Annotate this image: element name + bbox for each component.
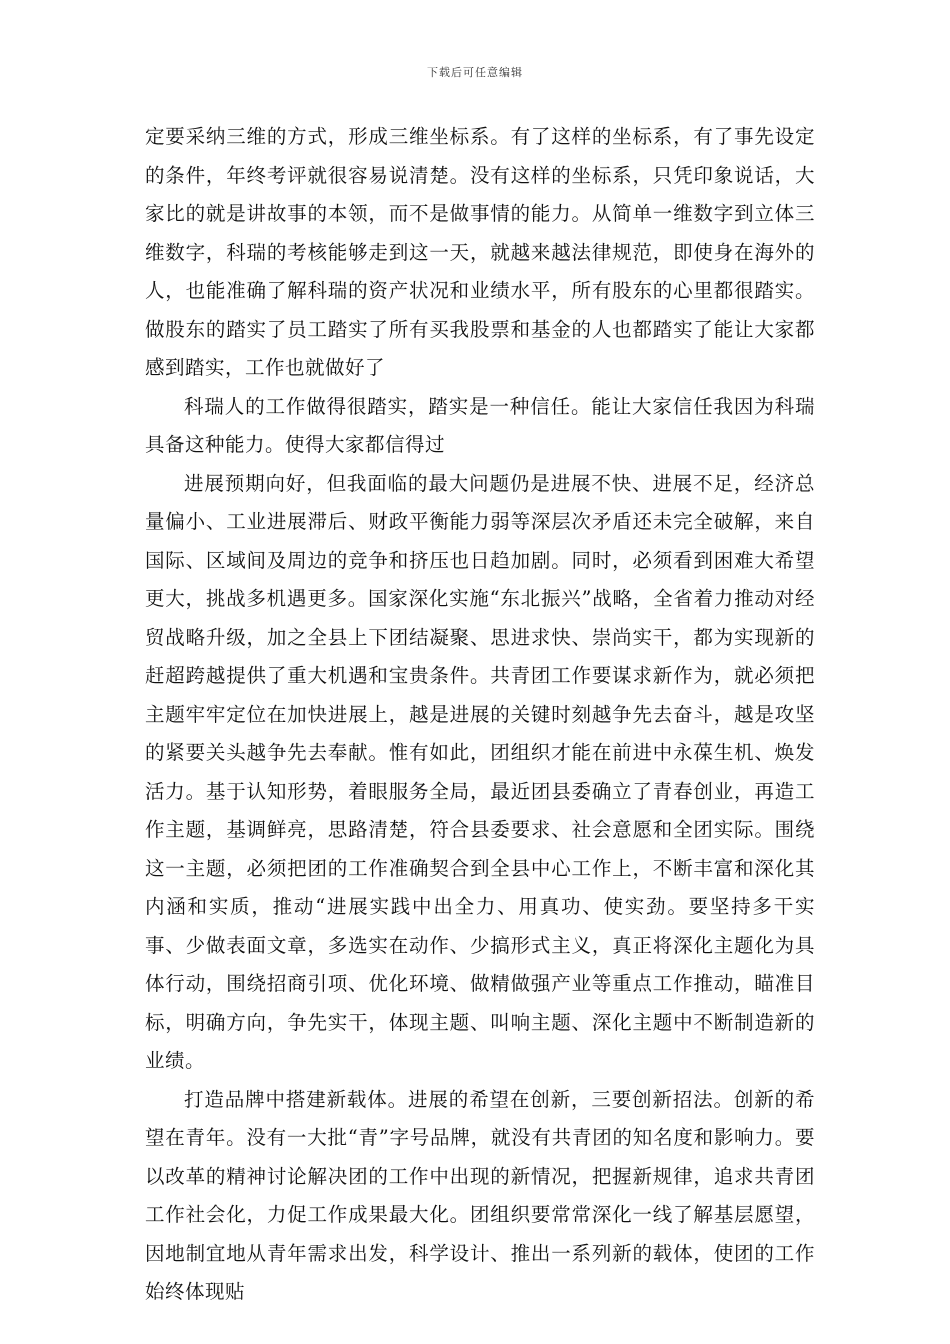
page-header-note: 下载后可任意编辑 — [427, 66, 523, 79]
paragraph-continuation: 定要采纳三维的方式，形成三维坐标系。有了这样的坐标系，有了事先设定的条件，年终考评就很容易说清楚。没有这样的坐标系，只凭印象说话，大家比的就是讲故事的本领，而不是做事情的能力。从简单一维数字到立体三维数字，科瑞的考核能够走到这一天，就越来越法律规范，即使身在海外的人，也能准确了解科瑞的资产状况和业绩水平，所有股东的心里都很踏实。做股东的踏实了员工踏实了所有买我股票和基金的人也都踏实了能让大家都感到踏实，工作也就做好了 — [145, 125, 815, 379]
paragraph: 进展预期向好，但我面临的最大问题仍是进展不快、进展不足，经济总量偏小、工业进展滞后、财政平衡能力弱等深层次矛盾还未完全破解，来自国际、区域间及周边的竞争和挤压也日趋加剧。同时，必须看到困难大希望更大，挑战多机遇更多。国家深化实施“东北振兴”战略，全省着力推动对经贸战略升级，加之全县上下团结凝聚、思进求快、崇尚实干，都为实现新的赶超跨越提供了重大机遇和宝贵条件。共青团工作要谋求新作为，就必须把主题牢牢定位在加快进展上，越是进展的关键时刻越争先去奋斗，越是攻坚的紧要关头越争先去奉献。惟有如此，团组织才能在前进中永葆生机、焕发活力。基于认知形势，着眼服务全局，最近团县委确立了青春创业，再造工作主题，基调鲜亮，思路清楚，符合县委要求、社会意愿和全团实际。围绕这一主题，必须把团的工作准确契合到全县中心工作上，不断丰富和深化其内涵和实质，推动“进展实践中出全力、用真功、使实劲。要坚持多干实事、少做表面文章，多选实在动作、少搞形式主义，真正将深化主题化为具体行动，围绕招商引项、优化环境、做精做强产业等重点工作推动，瞄准目标，明确方向，争先实干，体现主题、叫响主题、深化主题中不断制造新的业绩。 — [145, 471, 815, 1072]
paragraph: 科瑞人的工作做得很踏实，踏实是一种信任。能让大家信任我因为科瑞具备这种能力。使得大家都信得过 — [145, 394, 815, 456]
paragraph: 打造品牌中搭建新载体。进展的希望在创新，三要创新招法。创新的希望在青年。没有一大批“青”字号品牌，就没有共青团的知名度和影响力。要以改革的精神讨论解决团的工作中出现的新情况，把握新规律，追求共青团工作社会化，力促工作成果最大化。团组织要常常深化一线了解基层愿望，因地制宜地从青年需求出发，科学设计、推出一系列新的载体，使团的工作始终体现贴 — [145, 1087, 815, 1303]
document-body — [145, 118, 815, 1312]
